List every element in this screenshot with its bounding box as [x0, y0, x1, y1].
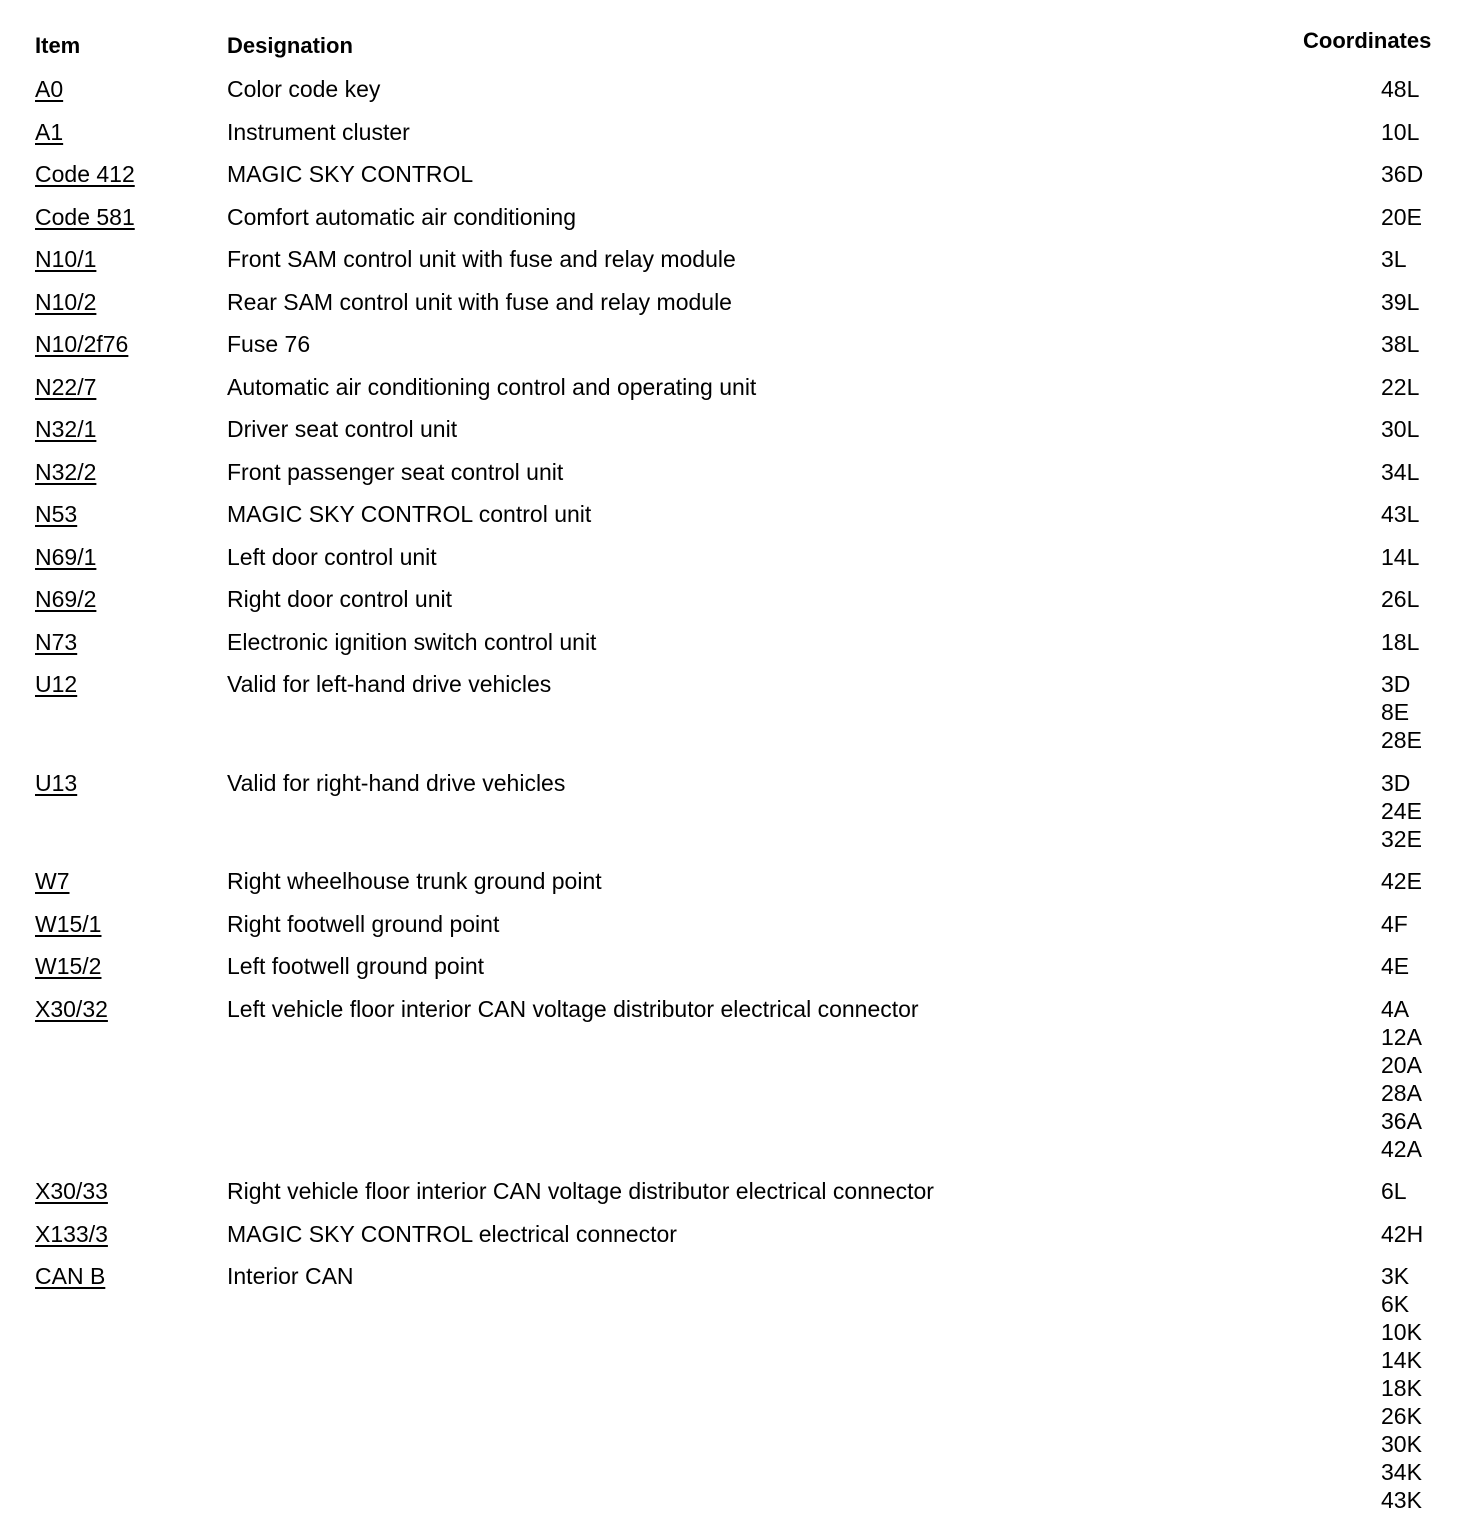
header-item: Item — [35, 33, 81, 58]
designation-text: Right footwell ground point — [227, 910, 500, 937]
designation-text: Right door control unit — [227, 586, 453, 612]
legend-row — [0, 153, 1472, 196]
item-link[interactable]: N10/1 — [35, 246, 97, 272]
item-link[interactable]: X133/3 — [35, 1220, 108, 1247]
designation-text: Valid for right-hand drive vehicles — [227, 769, 566, 796]
item-link[interactable]: N69/1 — [35, 543, 97, 570]
legend-row — [0, 1255, 1472, 1522]
item-link[interactable]: W7 — [35, 868, 70, 894]
designation-text: Interior CAN — [227, 1263, 354, 1289]
coordinate-value: 3L — [1381, 246, 1407, 272]
item-link[interactable]: CAN B — [35, 1263, 106, 1289]
coordinates-cell — [1381, 628, 1472, 656]
item-link[interactable]: N22/7 — [35, 373, 97, 400]
legend-row — [0, 988, 1472, 1171]
legend-rows — [0, 68, 1472, 1522]
coordinate-value: 14K — [1381, 1347, 1422, 1373]
legend-row — [0, 366, 1472, 409]
designation-text: MAGIC SKY CONTROL — [227, 161, 474, 187]
designation-text: Front passenger seat control unit — [227, 458, 564, 485]
coordinate-value: 18K — [1381, 1375, 1422, 1401]
coordinates-cell — [1381, 769, 1472, 853]
coordinate-value: 3D — [1381, 671, 1411, 697]
coordinates-cell — [1381, 543, 1472, 571]
coordinates-cell — [1381, 203, 1472, 231]
designation-text: Color code key — [227, 76, 381, 102]
legend-row — [0, 536, 1472, 579]
designation-text: Front SAM control unit with fuse and relay module — [227, 246, 736, 272]
coordinates-cell — [1381, 867, 1472, 895]
coordinate-value: 42A — [1381, 1135, 1422, 1162]
legend-row — [0, 68, 1472, 111]
coordinate-value: 28E — [1381, 727, 1422, 753]
coordinates-cell — [1381, 415, 1472, 443]
item-link[interactable]: U12 — [35, 671, 78, 697]
legend-row — [0, 323, 1472, 366]
designation-text: Automatic air conditioning control and operating unit — [227, 373, 757, 400]
coordinate-value: 30L — [1381, 416, 1420, 442]
designation-text: Comfort automatic air conditioning — [227, 203, 576, 230]
item-link[interactable]: N69/2 — [35, 586, 97, 612]
designation-text: Electronic ignition switch control unit — [227, 628, 597, 655]
item-link[interactable]: N10/2f76 — [35, 331, 129, 357]
item-link[interactable]: X30/33 — [35, 1178, 108, 1204]
legend-row — [0, 238, 1472, 281]
item-link[interactable]: W15/1 — [35, 910, 102, 937]
designation-text: Right vehicle floor interior CAN voltage distributor electrical connector — [227, 1178, 934, 1204]
coordinates-cell — [1381, 995, 1472, 1163]
legend-row — [0, 451, 1472, 494]
designation-text: MAGIC SKY CONTROL electrical connector — [227, 1220, 677, 1247]
item-link[interactable]: W15/2 — [35, 953, 102, 979]
item-link[interactable]: N73 — [35, 628, 78, 655]
item-link[interactable]: N32/2 — [35, 458, 97, 485]
header-coordinates: Coordinates — [1303, 28, 1432, 53]
coordinate-value: 42H — [1381, 1220, 1424, 1247]
coordinate-value: 26L — [1381, 586, 1420, 612]
coordinate-value: 6K — [1381, 1291, 1410, 1317]
coordinate-value: 43L — [1381, 501, 1420, 527]
coordinate-value: 18L — [1381, 628, 1420, 655]
coordinate-value: 8E — [1381, 699, 1410, 725]
coordinate-value: 10K — [1381, 1319, 1422, 1345]
designation-text: Fuse 76 — [227, 331, 311, 357]
coordinate-value: 34L — [1381, 458, 1420, 485]
coordinate-value: 36A — [1381, 1107, 1422, 1134]
legend-row — [0, 621, 1472, 664]
coordinate-value: 4E — [1381, 953, 1410, 979]
legend-row — [0, 493, 1472, 536]
coordinate-value: 36D — [1381, 161, 1424, 187]
legend-row — [0, 663, 1472, 762]
legend-row — [0, 578, 1472, 621]
item-link[interactable]: A0 — [35, 76, 64, 102]
coordinate-value: 12A — [1381, 1023, 1422, 1050]
coordinate-value: 32E — [1381, 825, 1422, 852]
coordinates-cell — [1381, 1177, 1472, 1205]
coordinates-cell — [1381, 1262, 1472, 1514]
legend-row — [0, 1170, 1472, 1213]
coordinates-cell — [1381, 458, 1472, 486]
coordinate-value: 42E — [1381, 868, 1422, 894]
coordinates-cell — [1381, 500, 1472, 528]
legend-row — [0, 762, 1472, 861]
coordinate-value: 28A — [1381, 1079, 1422, 1106]
coordinates-cell — [1381, 160, 1472, 188]
legend-row — [0, 196, 1472, 239]
coordinate-value: 20A — [1381, 1051, 1422, 1078]
legend-row — [0, 945, 1472, 988]
coordinate-value: 39L — [1381, 288, 1420, 315]
legend-row — [0, 860, 1472, 903]
coordinates-cell — [1381, 288, 1472, 316]
coordinate-value: 34K — [1381, 1459, 1422, 1485]
designation-text: Valid for left-hand drive vehicles — [227, 671, 552, 697]
designation-text: Right wheelhouse trunk ground point — [227, 868, 602, 894]
designation-text: Instrument cluster — [227, 118, 410, 145]
coordinate-value: 22L — [1381, 373, 1420, 400]
coordinates-cell — [1381, 1220, 1472, 1248]
designation-text: Rear SAM control unit with fuse and relay module — [227, 288, 732, 315]
item-link[interactable]: A1 — [35, 118, 64, 145]
coordinate-value: 3D — [1381, 769, 1411, 796]
item-link[interactable]: Code 412 — [35, 161, 135, 187]
coordinate-value: 3K — [1381, 1263, 1410, 1289]
coordinate-value: 4A — [1381, 995, 1410, 1022]
coordinates-cell — [1381, 75, 1472, 103]
legend-row — [0, 111, 1472, 154]
coordinate-value: 24E — [1381, 797, 1422, 824]
header-designation: Designation — [227, 33, 353, 58]
legend-row — [0, 408, 1472, 451]
legend-row — [0, 1213, 1472, 1256]
coordinates-cell — [1381, 373, 1472, 401]
coordinate-value: 6L — [1381, 1178, 1407, 1204]
coordinate-value: 14L — [1381, 543, 1420, 570]
coordinates-cell — [1381, 245, 1472, 273]
coordinate-value: 43K — [1381, 1487, 1422, 1513]
designation-text: MAGIC SKY CONTROL control unit — [227, 501, 592, 527]
designation-text: Driver seat control unit — [227, 416, 458, 442]
item-link[interactable]: N10/2 — [35, 288, 97, 315]
legend-row — [0, 903, 1472, 946]
legend-row — [0, 281, 1472, 324]
coordinate-value: 38L — [1381, 331, 1420, 357]
item-link[interactable]: N53 — [35, 501, 78, 527]
coordinates-cell — [1381, 585, 1472, 613]
item-link[interactable]: U13 — [35, 769, 78, 796]
coordinates-cell — [1381, 910, 1472, 938]
designation-text: Left footwell ground point — [227, 953, 485, 979]
coordinates-cell — [1381, 952, 1472, 980]
designation-text: Left vehicle floor interior CAN voltage distributor electrical connector — [227, 995, 919, 1022]
item-link[interactable]: X30/32 — [35, 995, 108, 1022]
coordinates-cell — [1381, 330, 1472, 358]
coordinate-value: 20E — [1381, 203, 1422, 230]
coordinate-value: 4F — [1381, 910, 1408, 937]
coordinate-value: 30K — [1381, 1431, 1422, 1457]
item-link[interactable]: N32/1 — [35, 416, 97, 442]
coordinates-cell — [1381, 670, 1472, 754]
designation-text: Left door control unit — [227, 543, 437, 570]
coordinates-cell — [1381, 118, 1472, 146]
coordinate-value: 10L — [1381, 118, 1420, 145]
coordinate-value: 48L — [1381, 76, 1420, 102]
item-link[interactable]: Code 581 — [35, 203, 135, 230]
coordinate-value: 26K — [1381, 1403, 1422, 1429]
